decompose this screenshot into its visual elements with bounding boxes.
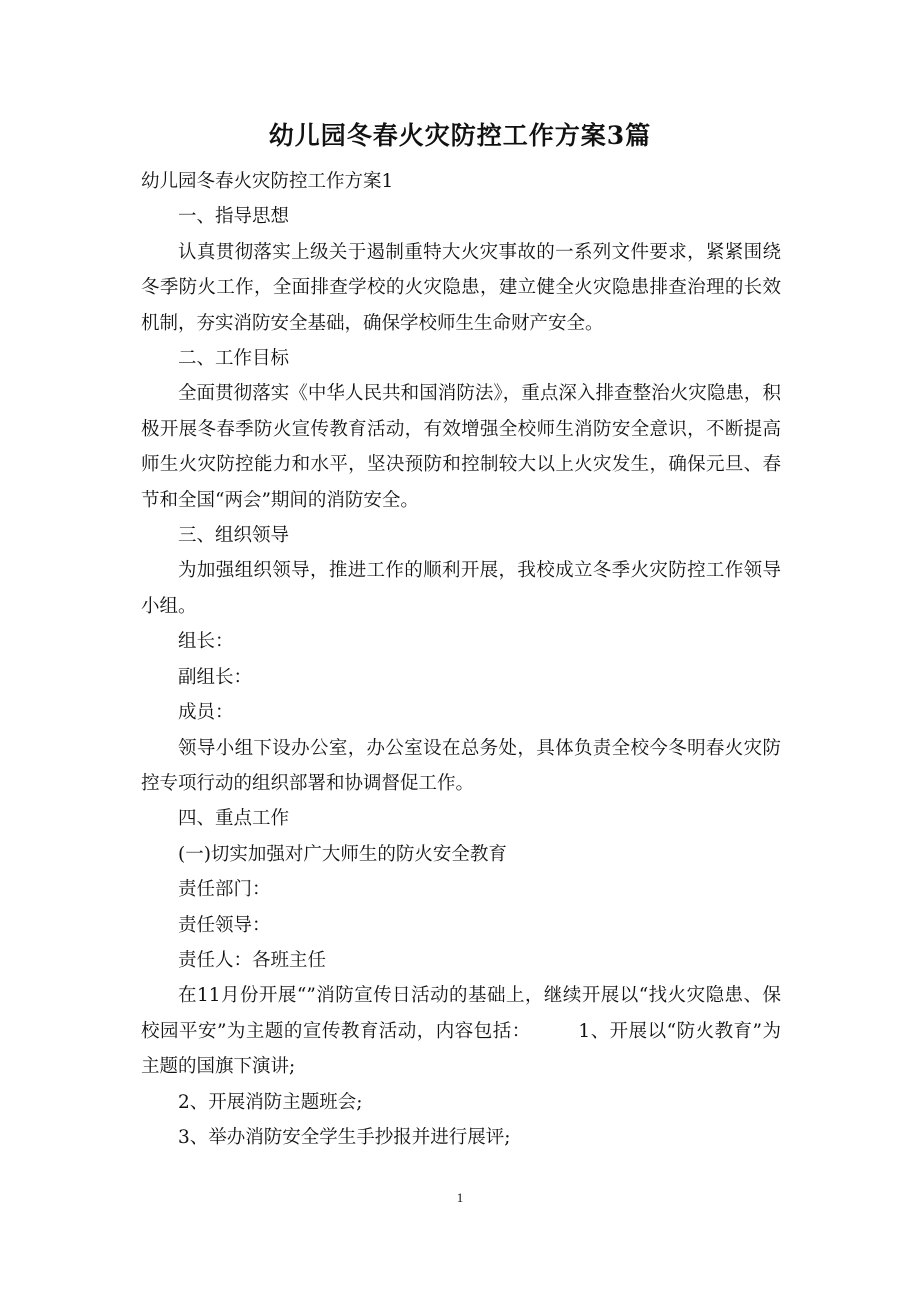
paragraph: 领导小组下设办公室，办公室设在总务处，具体负责全校今冬明春火灾防控专项行动的组织部署和协调督促工作。 [141,737,781,794]
section-heading: 四、重点工作 [178,808,290,830]
section-heading: 一、指导思想 [178,206,290,228]
paragraph: 组长： [178,631,234,653]
paragraph: 副组长： [178,666,253,688]
subsection-heading: (一)切实加强对广大师生的防火安全教育 [178,843,507,865]
paragraph: 成员： [178,702,234,724]
paragraph: 在11月份开展“”消防宣传日活动的基础上，继续开展以“找火灾隐患、保校园平安”为主题的宣传教育活动，内容包括： 1、开展以“防火教育”为主题的国旗下演讲; [141,985,781,1078]
paragraph: 3、举办消防安全学生手抄报并进行展评; [178,1126,511,1148]
section-heading: 三、组织领导 [178,525,290,547]
document-body [141,164,781,1155]
paragraph: 2、开展消防主题班会; [178,1091,363,1113]
section-heading: 幼儿园冬春火灾防控工作方案1 [141,171,394,192]
paragraph: 全面贯彻落实《中华人民共和国消防法》，重点深入排查整治火灾隐患，积极开展冬春季防火宣传教育活动，有效增强全校师生消防安全意识，不断提高师生火灾防控能力和水平，坚决预防和控制较大以上火灾发生，确保元旦、春节和全国“两会”期间的消防安全。 [141,383,781,511]
section-heading: 二、工作目标 [178,348,290,370]
paragraph: 责任部门： [178,879,271,901]
paragraph: 责任领导： [178,914,271,936]
page-number: 1 [456,1190,464,1205]
document-title: 幼儿园冬春火灾防控工作方案3篇 [268,121,652,150]
paragraph: 认真贯彻落实上级关于遏制重特大火灾事故的一系列文件要求，紧紧围绕冬季防火工作，全面排查学校的火灾隐患，建立健全火灾隐患排查治理的长效机制，夯实消防安全基础，确保学校师生生命财产安全。 [141,241,781,334]
paragraph: 为加强组织领导，推进工作的顺利开展，我校成立冬季火灾防控工作领导小组。 [141,560,781,617]
paragraph: 责任人：各班主任 [178,949,327,971]
